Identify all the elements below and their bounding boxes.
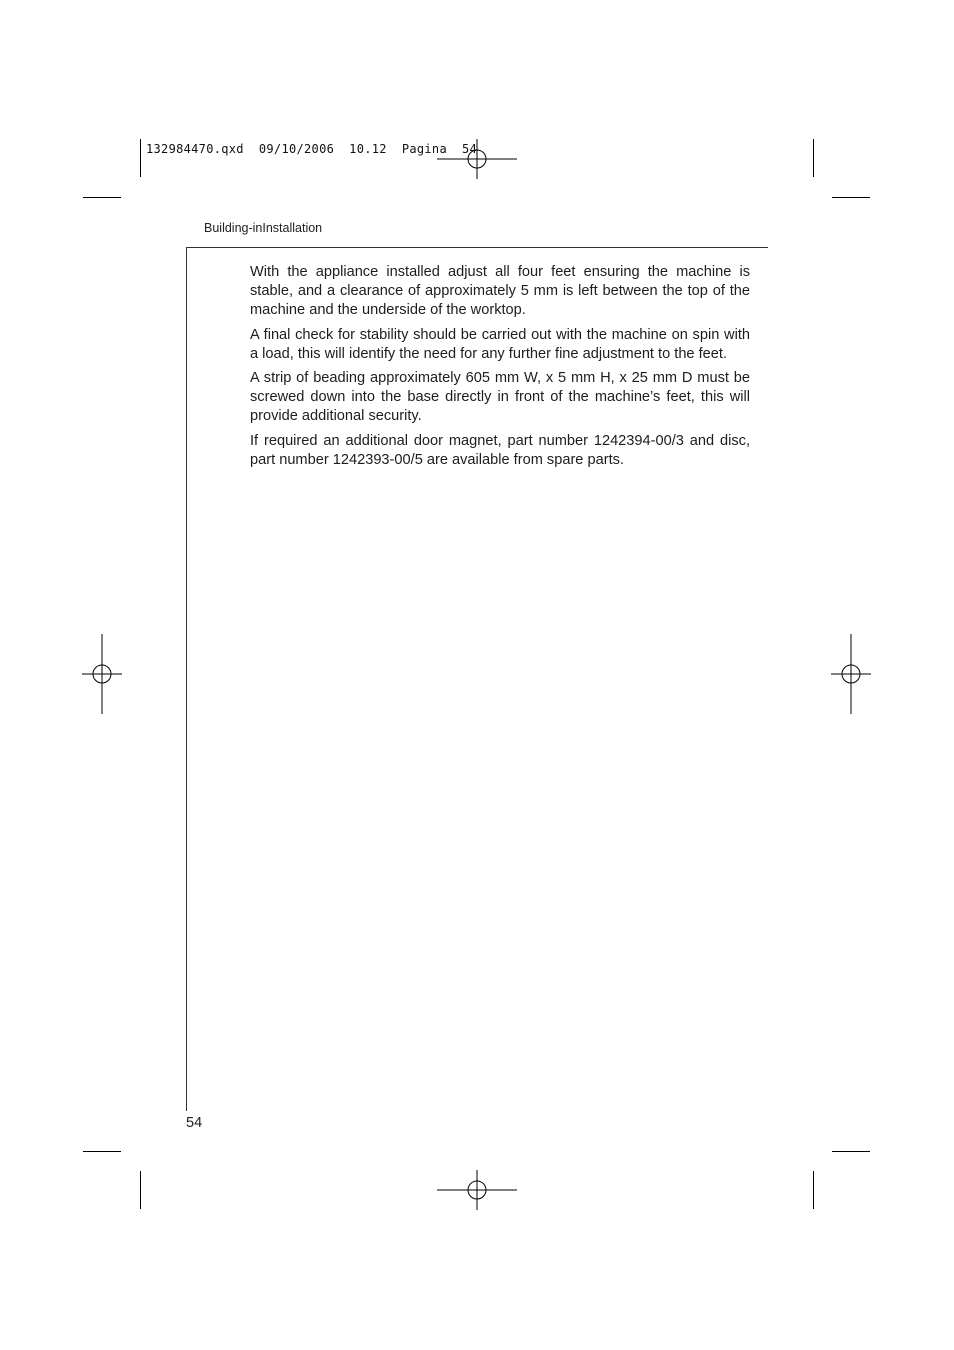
registration-mark-left-icon — [62, 634, 142, 714]
paragraph-stability-check: A final check for stability should be carried out with the machine on spin with a load, this will identify the need for any further fine adjustment to the feet. — [250, 326, 750, 362]
crop-mark-bottom-left-vertical — [140, 1171, 141, 1209]
left-margin-rule — [186, 247, 187, 1111]
crop-mark-top-left-horizontal — [83, 197, 121, 198]
header-rule — [186, 247, 768, 248]
paragraph-beading-strip: A strip of beading approximately 605 mm W, x 5 mm H, x 25 mm D must be screwed down into the base directly in front of the machine’s feet, this will provide additional security. — [250, 370, 750, 425]
page-number: 54 — [186, 1115, 203, 1131]
body-text — [250, 263, 750, 475]
paragraph-spare-parts: If required an additional door magnet, part number 1242394-00/3 and disc, part number 1242393-00/5 are available from spare parts. — [250, 432, 750, 468]
crop-mark-bottom-right-vertical — [813, 1171, 814, 1209]
registration-mark-bottom-icon — [437, 1150, 517, 1230]
registration-mark-right-icon — [811, 634, 891, 714]
crop-mark-top-left-vertical — [140, 139, 141, 177]
crop-mark-bottom-right-horizontal — [832, 1151, 870, 1152]
print-slug: 132984470.qxd 09/10/2006 10.12 Pagina 54 — [146, 142, 478, 156]
crop-mark-top-right-horizontal — [832, 197, 870, 198]
registration-mark-top-icon — [437, 119, 517, 199]
crop-mark-top-right-vertical — [813, 139, 814, 177]
crop-mark-bottom-left-horizontal — [83, 1151, 121, 1152]
paragraph-feet-adjustment: With the appliance installed adjust all four feet ensuring the machine is stable, and a clearance of approximately 5 mm is left between the top of the machine and the underside of the worktop. — [250, 264, 750, 319]
running-head: Building-inInstallation — [204, 221, 323, 235]
